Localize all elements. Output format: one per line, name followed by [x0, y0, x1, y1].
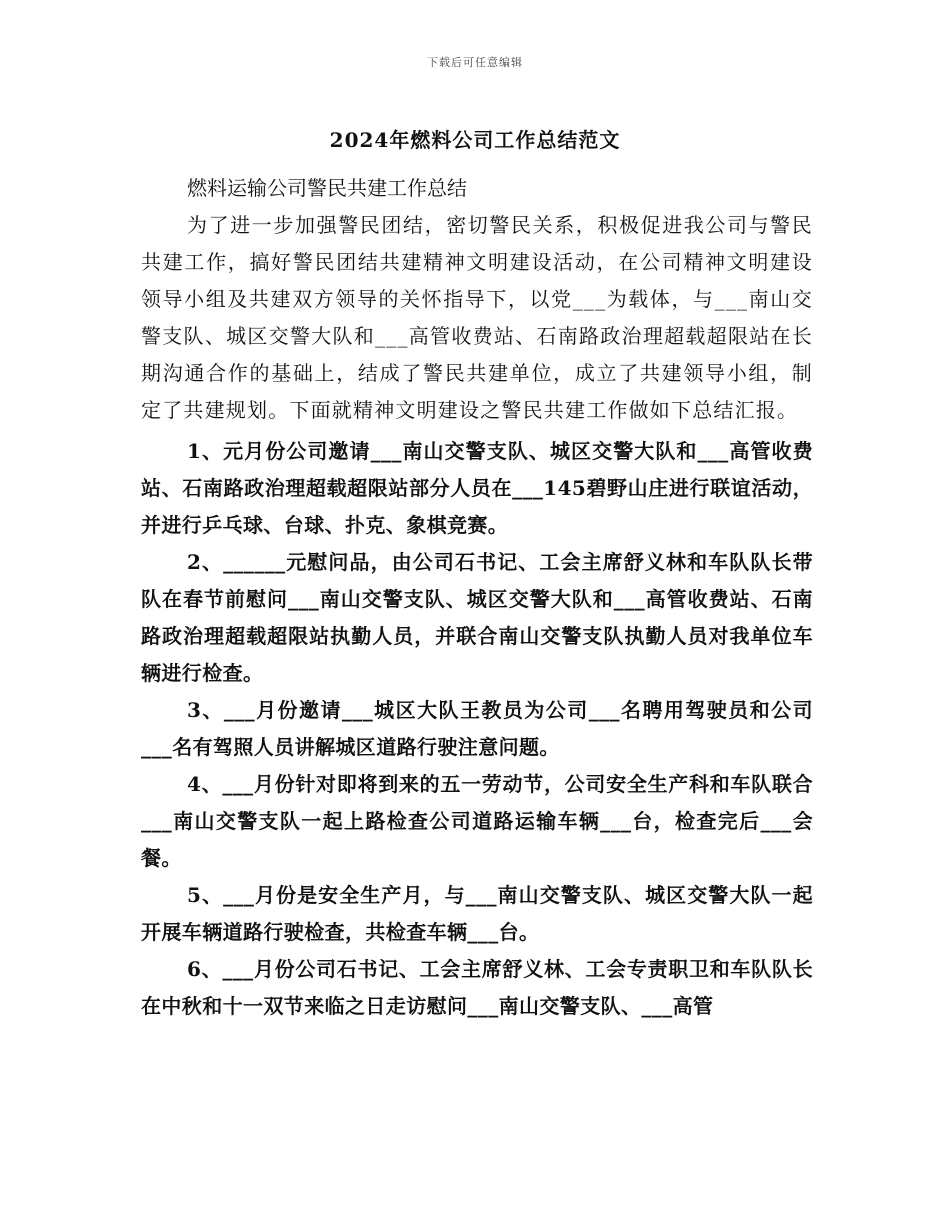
list-item-1: 1、元月份公司邀请___南山交警支队、城区交警大队和___高管收费站、石南路政治理超载超限站部分人员在___145碧野山庄进行联谊活动，并进行乒乓球、台球、扑克、象棋竞赛。: [141, 439, 813, 537]
header-note: 下载后可任意编辑: [427, 56, 523, 69]
list-item-3: 3、___月份邀请___城区大队王教员为公司___名聘用驾驶员和公司___名有驾照人员讲解城区道路行驶注意问题。: [141, 698, 813, 759]
intro-paragraph: 为了进一步加强警民团结，密切警民关系，积极促进我公司与警民共建工作，搞好警民团结共建精神文明建设活动，在公司精神文明建设领导小组及共建双方领导的关怀指导下，以党___为载体，与___南山交警支队、城区交警大队和___高管收费站、石南路政治理超载超限站在长期沟通合作的基础上，结成了警民共建单位，成立了共建领导小组，制定了共建规划。下面就精神文明建设之警民共建工作做如下总结汇报。: [141, 213, 813, 422]
list-item-4: 4、___月份针对即将到来的五一劳动节，公司安全生产科和车队联合___南山交警支队一起上路检查公司道路运输车辆___台，检查完后___会餐。: [141, 772, 813, 870]
document-title: 2024年燃料公司工作总结范文: [329, 128, 621, 152]
list-item-5: 5、___月份是安全生产月，与___南山交警支队、城区交警大队一起开展车辆道路行驶检查，共检查车辆___台。: [141, 883, 813, 944]
document-body: [141, 170, 813, 1025]
list-item-2: 2、______元慰问品，由公司石书记、工会主席舒义林和车队队长带队在春节前慰问___南山交警支队、城区交警大队和___高管收费站、石南路政治理超载超限站执勤人员，并联合南山交警支队执勤人员对我单位车辆进行检查。: [141, 550, 813, 685]
document-subtitle: 燃料运输公司警民共建工作总结: [187, 176, 467, 200]
list-item-6: 6、___月份公司石书记、工会主席舒义林、工会专责职卫和车队队长在中秋和十一双节来临之日走访慰问___南山交警支队、___高管: [141, 957, 813, 1018]
